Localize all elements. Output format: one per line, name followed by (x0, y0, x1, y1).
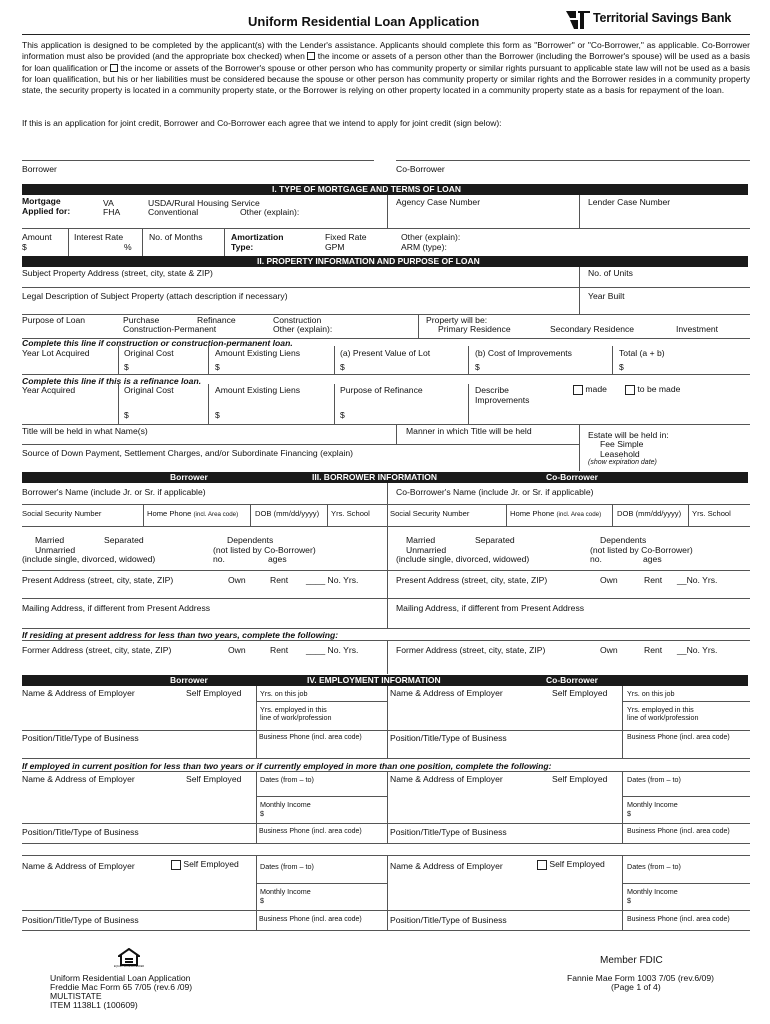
option-arm[interactable]: ARM (type): (401, 242, 447, 252)
year-acquired[interactable]: Year Acquired (22, 385, 76, 395)
c-not-listed: (not listed by Co-Borrower) (590, 545, 693, 555)
section-2-header: II. PROPERTY INFORMATION AND PURPOSE OF LOAN (22, 256, 748, 267)
borrower-signature-label[interactable]: Borrower (22, 164, 57, 174)
b-former-address[interactable]: Former Address (street, city, state, ZIP) (22, 645, 172, 655)
c-prev-position-2[interactable]: Position/Title/Type of Business (390, 915, 507, 925)
c-employer-name[interactable]: Name & Address of Employer (390, 688, 503, 698)
c-prev-dates-2[interactable]: Dates (from – to) (627, 862, 681, 871)
legal-description-label[interactable]: Legal Description of Subject Property (attach description if necessary) (22, 291, 288, 301)
b-prev-self-employed-2[interactable]: Self Employed (171, 859, 239, 870)
b-prev-position-2[interactable]: Position/Title/Type of Business (22, 915, 139, 925)
c-separated[interactable]: Separated (475, 535, 515, 545)
cost-improvements[interactable]: (b) Cost of Improvements (475, 348, 572, 358)
b-former-rent[interactable]: Rent (270, 645, 289, 655)
coborrower-signature-label[interactable]: Co-Borrower (396, 164, 445, 174)
year-built-label[interactable]: Year Built (588, 291, 625, 301)
c-self-employed-checkbox-2[interactable] (537, 860, 547, 870)
c-own[interactable]: Own (600, 575, 618, 585)
purpose-refinance[interactable]: Purpose of Refinance (340, 385, 423, 395)
c-former-address[interactable]: Former Address (street, city, state, ZIP) (396, 645, 546, 655)
b-dep-no[interactable]: no. (213, 554, 225, 564)
coborrower-name-label[interactable]: Co-Borrower's Name (include Jr. or Sr. if applicable) (396, 487, 594, 497)
joint-credit-text: If this is an application for joint credit, Borrower and Co-Borrower each agree that we intend to apply for joint credit (sign below): (22, 118, 502, 128)
b-position[interactable]: Position/Title/Type of Business (22, 733, 139, 743)
c-married[interactable]: Married (406, 535, 436, 545)
b-former-own[interactable]: Own (228, 645, 246, 655)
cost-improvements-dollar: $ (475, 362, 480, 372)
describe-improvements[interactable]: Describe Improvements (475, 385, 530, 405)
residing-note: If residing at present address for less than two years, complete the following: (22, 630, 339, 640)
agency-case-number[interactable]: Agency Case Number (396, 197, 481, 207)
c-business-phone[interactable]: Business Phone (incl. area code) (627, 734, 730, 741)
b-mailing-address[interactable]: Mailing Address, if different from Present Address (22, 603, 211, 613)
c-prev-phone-2[interactable]: Business Phone (incl. area code) (627, 916, 730, 923)
b-prev-phone-1[interactable]: Business Phone (incl. area code) (259, 828, 362, 835)
b-incl-single: (include single, divorced, widowed) (22, 554, 156, 564)
c-prev-income-dollar-1: $ (627, 809, 631, 818)
b-not-listed: (not listed by Co-Borrower) (213, 545, 316, 555)
c-former-own[interactable]: Own (600, 645, 618, 655)
b-prev-income-dollar-2: $ (260, 896, 264, 905)
year-lot-acquired[interactable]: Year Lot Acquired (22, 348, 90, 358)
footer-right-1: Fannie Mae Form 1003 7/05 (rev.6/09) (567, 973, 714, 983)
interest-rate-label[interactable]: Interest Rate (74, 232, 124, 242)
original-cost-dollar: $ (124, 362, 129, 372)
b-home-phone[interactable]: Home Phone (incl. Area code) (147, 509, 239, 518)
c-prev-income-1[interactable]: Monthly Income (627, 800, 678, 809)
made-checkbox[interactable] (573, 385, 583, 395)
b-prev-income-dollar-1: $ (260, 809, 264, 818)
option-refinance[interactable]: Refinance (197, 315, 236, 325)
b-separated[interactable]: Separated (104, 535, 144, 545)
to-be-made-checkbox[interactable] (625, 385, 635, 395)
title-names-label[interactable]: Title will be held in what Name(s) (22, 426, 148, 436)
checkbox-spouse-income[interactable] (110, 64, 118, 72)
option-va[interactable]: VA (103, 198, 114, 208)
member-fdic: Member FDIC (600, 955, 663, 966)
b-own[interactable]: Own (228, 575, 246, 585)
c-no-yrs[interactable]: __No. Yrs. (677, 575, 718, 585)
refi-cost-dollar: $ (124, 410, 129, 420)
option-amort-other[interactable]: Other (explain): (401, 232, 461, 242)
c-prev-self-employed-2[interactable]: Self Employed (537, 859, 605, 870)
c-former-rent[interactable]: Rent (644, 645, 663, 655)
b-former-no-yrs[interactable]: ____ No. Yrs. (306, 645, 359, 655)
c-yrs-on-job[interactable]: Yrs. on this job (627, 689, 675, 698)
subject-address-label[interactable]: Subject Property Address (street, city, state & ZIP) (22, 268, 213, 278)
c-unmarried[interactable]: Unmarried (406, 545, 447, 555)
total-dollar: $ (619, 362, 624, 372)
b-rent[interactable]: Rent (270, 575, 289, 585)
c-prev-employer-1[interactable]: Name & Address of Employer (390, 774, 503, 784)
option-primary-residence[interactable]: Primary Residence (438, 324, 511, 334)
page-title: Uniform Residential Loan Application (248, 14, 480, 29)
b-present-address[interactable]: Present Address (street, city, state, ZIP) (22, 575, 174, 585)
present-value-dollar: $ (340, 362, 345, 372)
option-purchase[interactable]: Purchase (123, 315, 160, 325)
option-other[interactable]: Other (explain): (240, 207, 300, 217)
c-prev-phone-1[interactable]: Business Phone (incl. area code) (627, 828, 730, 835)
footer-left-1: Uniform Residential Loan Application (50, 973, 191, 983)
b-yrs-line1[interactable]: Yrs. employed in this (260, 705, 327, 714)
c-mailing-address[interactable]: Mailing Address, if different from Present Address (396, 603, 585, 613)
option-fixed-rate[interactable]: Fixed Rate (325, 232, 367, 242)
mortgage-applied-label: Mortgage Applied for: (22, 196, 71, 216)
b-yrs-line2[interactable]: line of work/profession (260, 713, 332, 722)
b-prev-dates-2[interactable]: Dates (from – to) (260, 862, 314, 871)
b-married[interactable]: Married (35, 535, 65, 545)
b-employer-name[interactable]: Name & Address of Employer (22, 688, 135, 698)
section-1-header: I. TYPE OF MORTGAGE AND TERMS OF LOAN (22, 184, 748, 195)
b-no-yrs[interactable]: ____ No. Yrs. (306, 575, 359, 585)
estate-held-label: Estate will be held in: (588, 430, 669, 440)
c-former-no-yrs[interactable]: __No. Yrs. (677, 645, 718, 655)
original-cost-refinance[interactable]: Original Cost (124, 385, 174, 395)
refinance-line-note: Complete this line if this is a refinance loan. (22, 376, 202, 386)
b-business-phone[interactable]: Business Phone (incl. area code) (259, 734, 362, 741)
interest-percent: % (124, 242, 132, 252)
equal-housing-logo (113, 948, 145, 970)
construction-line-note: Complete this line if construction or construction-permanent loan. (22, 338, 293, 348)
b-yrs-on-job[interactable]: Yrs. on this job (260, 689, 308, 698)
c-position[interactable]: Position/Title/Type of Business (390, 733, 507, 743)
checkbox-coborrower-income[interactable] (307, 52, 315, 60)
purpose-loan-label: Purpose of Loan (22, 315, 86, 325)
b-prev-position-1[interactable]: Position/Title/Type of Business (22, 827, 139, 837)
c-prev-self-employed-1[interactable]: Self Employed (552, 774, 608, 784)
c-home-phone[interactable]: Home Phone (incl. Area code) (510, 509, 602, 518)
refi-purpose-dollar: $ (340, 410, 345, 420)
manner-title-label[interactable]: Manner in which Title will be held (406, 426, 532, 436)
made-option[interactable]: made (573, 384, 607, 395)
b-dob[interactable]: DOB (mm/dd/yyyy) (255, 509, 320, 518)
amortization-label: Amortization Type: (231, 232, 284, 252)
bank-logo (566, 9, 750, 31)
property-will-be-label: Property will be: (426, 315, 488, 325)
option-gpm[interactable]: GPM (325, 242, 345, 252)
b-self-employed[interactable]: Self Employed (186, 688, 242, 698)
c-prev-income-2[interactable]: Monthly Income (627, 887, 678, 896)
b-prev-phone-2[interactable]: Business Phone (incl. area code) (259, 916, 362, 923)
option-secondary-residence[interactable]: Secondary Residence (550, 324, 635, 334)
b-unmarried[interactable]: Unmarried (35, 545, 76, 555)
b-dep-ages[interactable]: ages (268, 554, 287, 564)
refi-liens-dollar: $ (215, 410, 220, 420)
option-fha[interactable]: FHA (103, 207, 121, 217)
equal-housing-text: EQUAL HOUSING LENDER (113, 965, 145, 968)
b-ssn[interactable]: Social Security Number (22, 509, 102, 518)
amount-liens-refinance[interactable]: Amount Existing Liens (215, 385, 301, 395)
c-yrs-line2[interactable]: line of work/profession (627, 713, 699, 722)
b-prev-employer-1[interactable]: Name & Address of Employer (22, 774, 135, 784)
footer-left-2: Freddie Mac Form 65 7/05 (rev.6 /09) (50, 982, 193, 992)
amount-label[interactable]: Amount (22, 232, 52, 242)
c-ssn[interactable]: Social Security Number (390, 509, 470, 518)
option-conventional[interactable]: Conventional (148, 207, 199, 217)
c-dependents: Dependents (600, 535, 647, 545)
bank-name: Territorial Savings Bank (593, 11, 732, 25)
c-dob[interactable]: DOB (mm/dd/yyyy) (617, 509, 682, 518)
c-prev-income-dollar-2: $ (627, 896, 631, 905)
c-incl-single: (include single, divorced, widowed) (396, 554, 530, 564)
option-fee-simple[interactable]: Fee Simple (600, 439, 644, 449)
no-units-label[interactable]: No. of Units (588, 268, 633, 278)
option-purpose-other[interactable]: Other (explain): (273, 324, 333, 334)
amount-dollar: $ (22, 242, 27, 252)
b-yrs-school[interactable]: Yrs. School (331, 509, 370, 518)
b-dependents: Dependents (227, 535, 274, 545)
intro-paragraph: This application is designed to be completed by the applicant(s) with the Lender's assistance. Applicants should complete this form as "Borrower" or "Co-Borrower," as applicable. Co-Borrower information must also be provided (and the appropriate box checked) when the income or assets of a person other than the Borrower (including the Borrower's spouse) will be used as a basis for loan qualification or the income or assets of the Borrower's spouse or other person who has community property or similar rights pursuant to applicable state law will not be used as a basis for loan qualification, but his or her liabilities must be considered because the spouse or other person has community property or similar rights and the Borrower resides in a community property state, the security property is located in a community property state, or the Borrower is relying on other property located in a community property state as a basis for repayment of the loan. (22, 40, 750, 96)
section-4-header: Borrower IV. EMPLOYMENT INFORMATION Co-Borrower (22, 675, 748, 686)
b-prev-employer-2[interactable]: Name & Address of Employer (22, 861, 135, 871)
c-prev-employer-2[interactable]: Name & Address of Employer (390, 861, 503, 871)
source-down-payment[interactable]: Source of Down Payment, Settlement Charges, and/or Subordinate Financing (explain) (22, 448, 354, 458)
c-dep-no[interactable]: no. (590, 554, 602, 564)
b-prev-income-2[interactable]: Monthly Income (260, 887, 311, 896)
c-self-employed[interactable]: Self Employed (552, 688, 608, 698)
footer-left-4: ITEM 1138L1 (100609) (50, 1000, 138, 1010)
b-self-employed-checkbox-2[interactable] (171, 860, 181, 870)
amount-liens-construction[interactable]: Amount Existing Liens (215, 348, 301, 358)
footer-right-2: (Page 1 of 4) (611, 982, 661, 992)
footer-left-3: MULTISTATE (50, 991, 102, 1001)
borrower-name-label[interactable]: Borrower's Name (include Jr. or Sr. if applicable) (22, 487, 206, 497)
b-prev-income-1[interactable]: Monthly Income (260, 800, 311, 809)
b-prev-self-employed-1[interactable]: Self Employed (186, 774, 242, 784)
option-leasehold[interactable]: Leasehold (600, 449, 640, 459)
amount-liens-dollar: $ (215, 362, 220, 372)
show-expiration-note: (show expiration date) (588, 459, 657, 466)
to-be-made-option[interactable]: to be made (625, 384, 680, 395)
option-investment[interactable]: Investment (676, 324, 719, 334)
c-yrs-line1[interactable]: Yrs. employed in this (627, 705, 694, 714)
c-prev-position-1[interactable]: Position/Title/Type of Business (390, 827, 507, 837)
c-prev-dates-1[interactable]: Dates (from – to) (627, 775, 681, 784)
section-3-header: Borrower III. BORROWER INFORMATION Co-Borrower (22, 472, 748, 483)
option-construction[interactable]: Construction (273, 315, 322, 325)
c-rent[interactable]: Rent (644, 575, 663, 585)
total-a-b[interactable]: Total (a + b) (619, 348, 665, 358)
lender-case-number[interactable]: Lender Case Number (588, 197, 671, 207)
present-value-lot[interactable]: (a) Present Value of Lot (340, 348, 431, 358)
no-months-label[interactable]: No. of Months (149, 232, 203, 242)
original-cost-construction[interactable]: Original Cost (124, 348, 174, 358)
option-construction-permanent[interactable]: Construction-Permanent (123, 324, 217, 334)
c-present-address[interactable]: Present Address (street, city, state, ZIP) (396, 575, 548, 585)
option-usda[interactable]: USDA/Rural Housing Service (148, 198, 260, 208)
c-dep-ages[interactable]: ages (643, 554, 662, 564)
c-yrs-school[interactable]: Yrs. School (692, 509, 731, 518)
employed-note: If employed in current position for less than two years or if currently employed in more than one position, complete the following: (22, 761, 552, 771)
b-prev-dates-1[interactable]: Dates (from – to) (260, 775, 314, 784)
bank-logo-icon (566, 9, 590, 31)
